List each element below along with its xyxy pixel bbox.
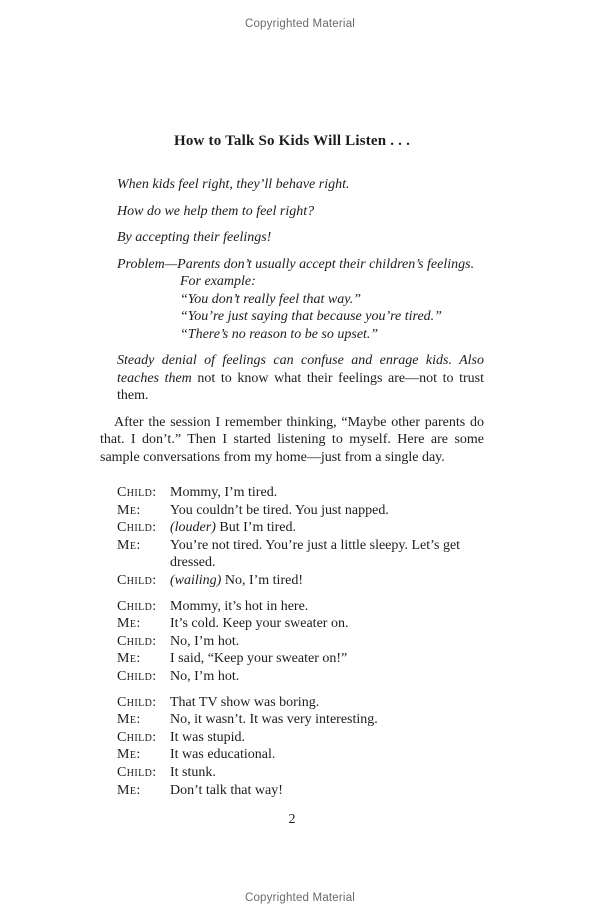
speaker-label: Child:	[117, 572, 157, 588]
dialogue-words: No, I’m tired!	[221, 572, 303, 588]
dialogue-text	[170, 764, 484, 782]
speaker-label: Child:	[117, 668, 157, 684]
dialogue-line	[117, 650, 484, 668]
dialogue-line	[117, 598, 484, 616]
dialogue-text	[170, 519, 484, 537]
dialogue-words: No, I’m hot.	[170, 633, 240, 649]
intro-block	[117, 176, 484, 405]
dialogue-line	[117, 633, 484, 651]
dialogue-words: Mommy, it’s hot in here.	[170, 598, 309, 614]
dialogue-words: You’re not tired. You’re just a little sleepy. Let’s get dressed.	[170, 537, 461, 571]
speaker-label: Me:	[117, 616, 141, 632]
dialogue-text	[170, 502, 484, 520]
speaker-label: Me:	[117, 747, 141, 763]
dialogue-words: You couldn’t be tired. You just napped.	[170, 502, 389, 518]
speaker-label: Child:	[117, 633, 157, 649]
dialogue-line	[117, 668, 484, 686]
intro-line: By accepting their feelings!	[117, 230, 272, 245]
dialogue-line	[117, 746, 484, 764]
speaker-label: Child:	[117, 729, 157, 745]
speaker-label: Me:	[117, 782, 141, 798]
dialogue-line	[117, 694, 484, 712]
dialogue-line	[117, 537, 484, 572]
dialogue-group	[117, 598, 484, 686]
steady-denial-paragraph	[117, 352, 484, 405]
speaker-label: Me:	[117, 537, 141, 553]
dialogue-words: It stunk.	[170, 764, 216, 780]
dialogue-line	[117, 502, 484, 520]
dialogue-text	[170, 484, 484, 502]
dialogue-line	[117, 519, 484, 537]
page-content	[100, 0, 484, 829]
problem-paragraph: Problem—Parents don’t usually accept their children’s feelings. For example:	[117, 256, 475, 289]
quote-line: “You don’t really feel that way.”	[180, 291, 361, 307]
dialogue-words: It was educational.	[170, 747, 276, 763]
intro-line: When kids feel right, they’ll behave right.	[117, 177, 350, 192]
dialogue-text	[170, 729, 484, 747]
dialogue-text	[170, 711, 484, 729]
speaker-label: Child:	[117, 764, 157, 780]
dialogue-words: I said, “Keep your sweater on!”	[170, 651, 348, 667]
dialogue-words: Mommy, I’m tired.	[170, 485, 278, 500]
dialogue-line	[117, 729, 484, 747]
copyright-notice-bottom: Copyrighted Material	[244, 892, 356, 904]
steady-roman-part: not to know what their feelings are—not to trust them.	[117, 370, 484, 403]
dialogue-words: Don’t talk that way!	[170, 782, 283, 798]
dialogue-group	[117, 484, 484, 590]
dialogue-text	[170, 633, 484, 651]
intro-line: How do we help them to feel right?	[117, 203, 315, 219]
quote-line: “There’s no reason to be so upset.”	[180, 326, 379, 342]
speaker-label: Me:	[117, 712, 141, 728]
steady-italic-part: Steady denial of feelings can confuse and enrage kids. Also teaches them	[117, 353, 484, 386]
running-header-title: How to Talk So Kids Will Listen . . .	[173, 133, 411, 149]
section-spacer	[100, 475, 484, 484]
dialogue-text	[170, 668, 484, 686]
stage-direction: (wailing)	[170, 572, 222, 588]
speaker-label: Me:	[117, 651, 141, 667]
dialogue-text	[170, 615, 484, 633]
dialogue-text	[170, 572, 484, 590]
dialogue-text	[170, 746, 484, 764]
dialogue-line	[117, 572, 484, 590]
speaker-label: Child:	[117, 694, 157, 710]
speaker-label: Child:	[117, 520, 157, 536]
speaker-label: Me:	[117, 502, 141, 518]
copyright-notice-top: Copyrighted Material	[244, 18, 356, 30]
dialogue-words: It’s cold. Keep your sweater on.	[170, 616, 349, 632]
narrative-paragraph: After the session I remember thinking, “Maybe other parents do that. I don’t.” Then I started listening to myself. Here are some sample conversations from my home—just from a single day.	[100, 414, 484, 465]
speaker-label: Child:	[117, 485, 157, 500]
dialogue-words: That TV show was boring.	[170, 694, 320, 710]
stage-direction: (louder)	[170, 520, 216, 536]
dialogue-text	[170, 537, 484, 572]
dialogue-text	[170, 650, 484, 668]
dialogue-words: No, it wasn’t. It was very interesting.	[170, 712, 378, 728]
page-number: 2	[288, 812, 296, 828]
dialogue-words: No, I’m hot.	[170, 668, 240, 684]
dialogue-line	[117, 615, 484, 633]
dialogue-words: But I’m tired.	[215, 520, 296, 536]
dialogue-text	[170, 694, 484, 712]
dialogue-words: It was stupid.	[170, 729, 246, 745]
quote-line: “You’re just saying that because you’re tired.”	[180, 309, 442, 324]
dialogue-line	[117, 711, 484, 729]
dialogue-text	[170, 598, 484, 616]
example-quotes	[180, 291, 484, 344]
dialogue-line	[117, 484, 484, 502]
speaker-label: Child:	[117, 598, 157, 614]
dialogue-group	[117, 694, 484, 800]
dialogue-line	[117, 782, 484, 800]
dialogue-line	[117, 764, 484, 782]
dialogue-text	[170, 782, 484, 800]
